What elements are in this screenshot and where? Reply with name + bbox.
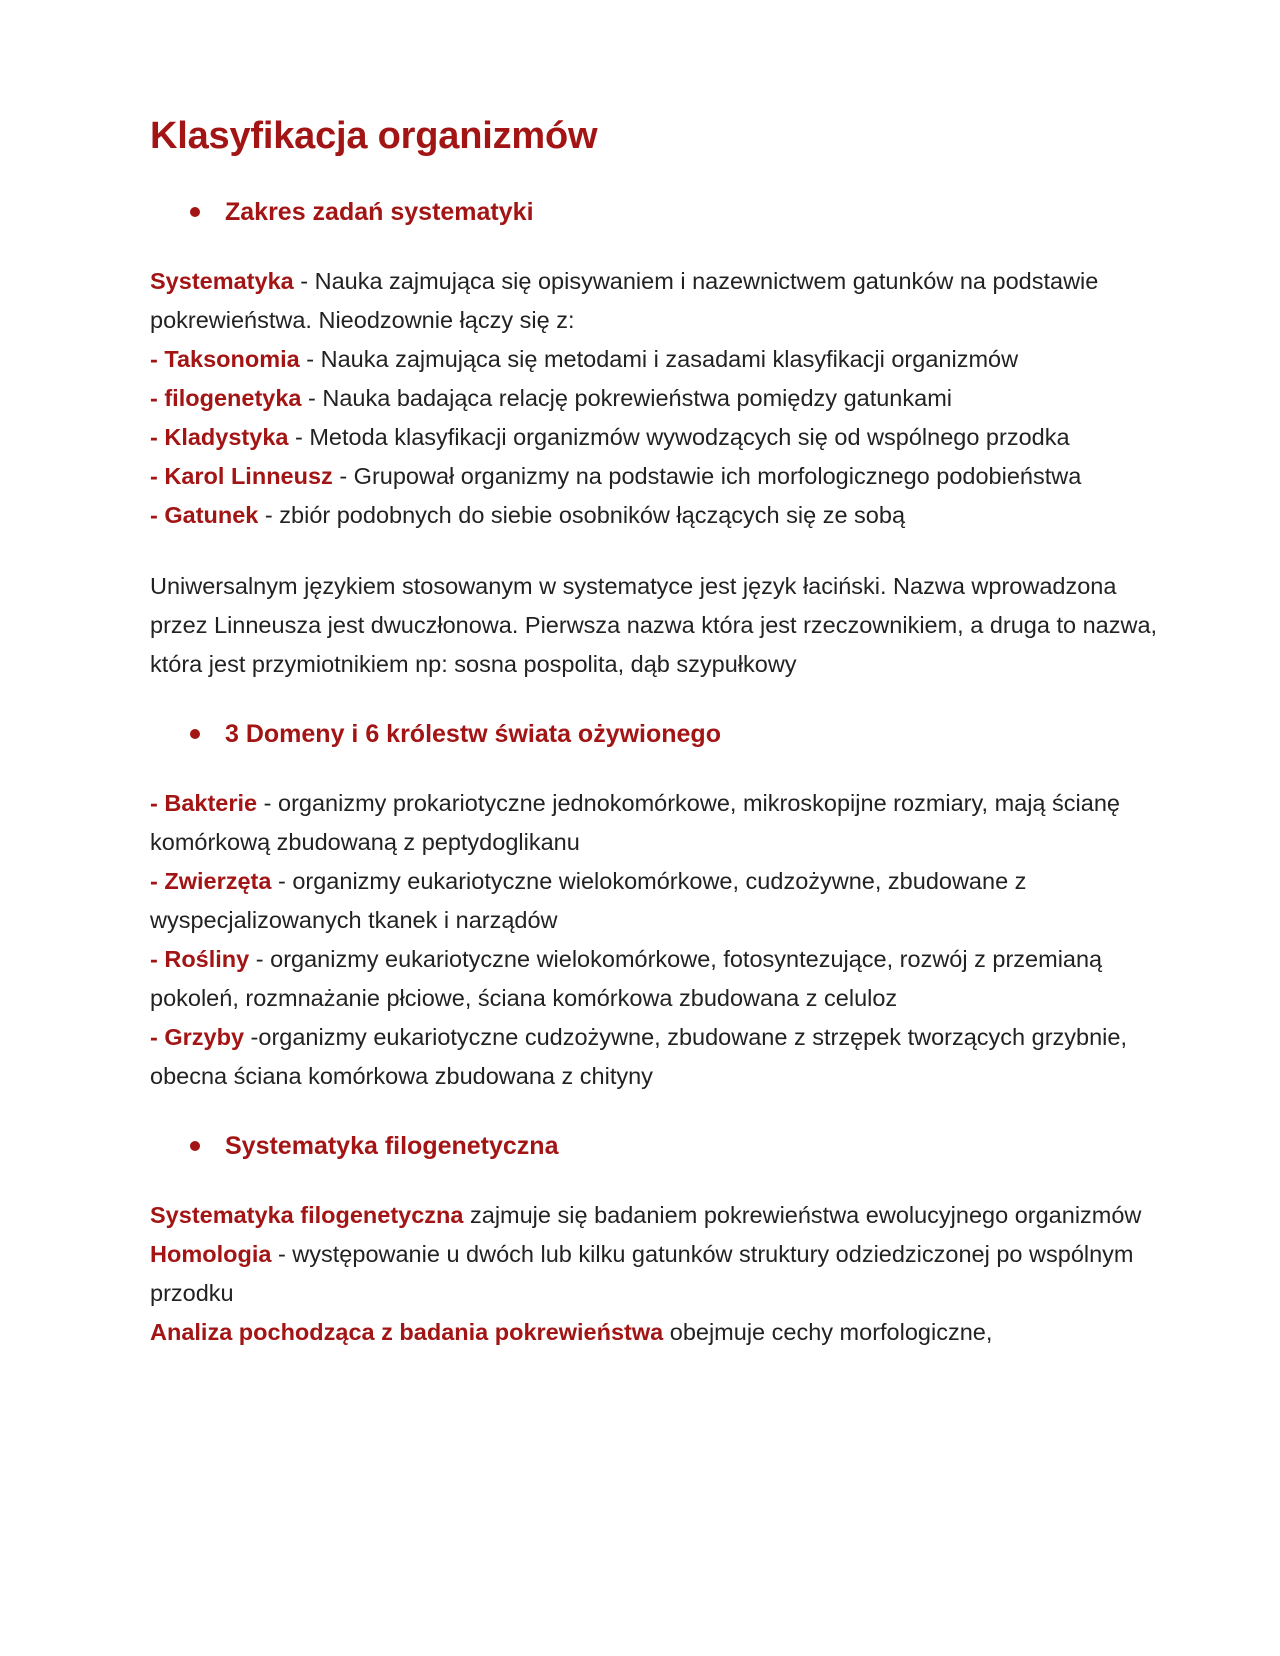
document-content <box>150 164 1180 1352</box>
spacer <box>150 752 1180 784</box>
definition-text: - Metoda klasyfikacji organizmów wywodzących się od wspólnego przodka <box>288 424 1070 450</box>
bullet-dot-icon <box>190 1141 200 1151</box>
page-title: Klasyfikacja organizmów <box>150 115 598 157</box>
definition-line <box>150 502 905 528</box>
definition-term: - Kladystyka <box>150 424 289 450</box>
spacer <box>150 1164 1180 1196</box>
definition-text: - zbiór podobnych do siebie osobników łączących się ze sobą <box>258 502 906 528</box>
section-heading <box>150 194 1180 230</box>
definition-line <box>150 385 952 411</box>
definition-term: - Taksonomia <box>150 346 300 372</box>
definition-line <box>150 573 1157 677</box>
definition-text: - Grupował organizmy na podstawie ich morfologicznego podobieństwa <box>332 463 1082 489</box>
definition-text: - organizmy prokariotyczne jednokomórkowe, mikroskopijne rozmiary, mają ścianę komórkową zbudowaną z peptydoglikanu <box>150 790 1120 855</box>
definition-line <box>150 424 1070 450</box>
section-heading-text: 3 Domeny i 6 królestw świata ożywionego <box>225 720 721 748</box>
spacer <box>150 1096 1180 1128</box>
definition-line <box>150 790 1120 855</box>
definition-line <box>150 1024 1127 1089</box>
definition-term: - Karol Linneusz <box>150 463 333 489</box>
section-heading <box>150 716 1180 752</box>
definition-text: Uniwersalnym językiem stosowanym w systematyce jest język łaciński. Nazwa wprowadzona przez Linneusza jest dwuczłonowa. Pierwsza nazwa która jest rzeczownikiem, a druga to nazwa, która jest przymiotnikiem np: sosna pospolita, dąb szypułkowy <box>150 573 1158 677</box>
definition-term: Systematyka filogenetyczna <box>150 1202 464 1228</box>
spacer <box>150 230 1180 262</box>
definition-text: - Nauka zajmująca się metodami i zasadami klasyfikacji organizmów <box>299 346 1019 372</box>
definition-text: obejmuje cechy morfologiczne, <box>663 1319 993 1345</box>
definition-term: - filogenetyka <box>150 385 302 411</box>
paragraph <box>150 567 1180 684</box>
definition-line <box>150 268 1098 333</box>
document-page <box>150 108 1180 1352</box>
definition-term: Analiza pochodząca z badania pokrewieństwa <box>150 1319 664 1345</box>
definition-term: - Gatunek <box>150 502 259 528</box>
definition-term: - Zwierzęta <box>150 868 272 894</box>
definition-text: -organizmy eukariotyczne cudzożywne, zbudowane z strzępek tworzących grzybnie, obecna ściana komórkowa zbudowana z chityny <box>150 1024 1127 1089</box>
section-heading <box>150 1128 1180 1164</box>
paragraph <box>150 1196 1180 1352</box>
definition-line <box>150 1319 992 1345</box>
definition-text: - organizmy eukariotyczne wielokomórkowe, fotosyntezujące, rozwój z przemianą pokoleń, rozmnażanie płciowe, ściana komórkowa zbudowana z celuloz <box>150 946 1103 1011</box>
definition-text: zajmuje się badaniem pokrewieństwa ewolucyjnego organizmów <box>463 1202 1142 1228</box>
definition-text: - występowanie u dwóch lub kilku gatunków struktury odziedziczonej po wspólnym przodku <box>150 1241 1134 1306</box>
bullet-dot-icon <box>190 729 200 739</box>
definition-line <box>150 1202 1141 1228</box>
definition-line <box>150 946 1102 1011</box>
bullet-dot-icon <box>190 207 200 217</box>
definition-term: - Grzyby <box>150 1024 245 1050</box>
definition-term: - Rośliny <box>150 946 250 972</box>
spacer <box>150 164 1180 194</box>
definition-line <box>150 1241 1134 1306</box>
definition-term: - Bakterie <box>150 790 258 816</box>
definition-term: Homologia <box>150 1241 272 1267</box>
definition-line <box>150 463 1081 489</box>
spacer <box>150 535 1180 567</box>
section-heading-text: Zakres zadań systematyki <box>225 198 534 226</box>
definition-line <box>150 346 1018 372</box>
definition-term: Systematyka <box>150 268 294 294</box>
spacer <box>150 684 1180 716</box>
paragraph <box>150 262 1180 535</box>
definition-line <box>150 868 1026 933</box>
paragraph <box>150 784 1180 1096</box>
definition-text: - organizmy eukariotyczne wielokomórkowe, cudzożywne, zbudowane z wyspecjalizowanych tkanek i narządów <box>150 868 1027 933</box>
definition-text: - Nauka zajmująca się opisywaniem i nazewnictwem gatunków na podstawie pokrewieństwa. Nieodzownie łączy się z: <box>150 268 1099 333</box>
definition-text: - Nauka badająca relację pokrewieństwa pomiędzy gatunkami <box>301 385 952 411</box>
section-heading-text: Systematyka filogenetyczna <box>225 1132 559 1160</box>
